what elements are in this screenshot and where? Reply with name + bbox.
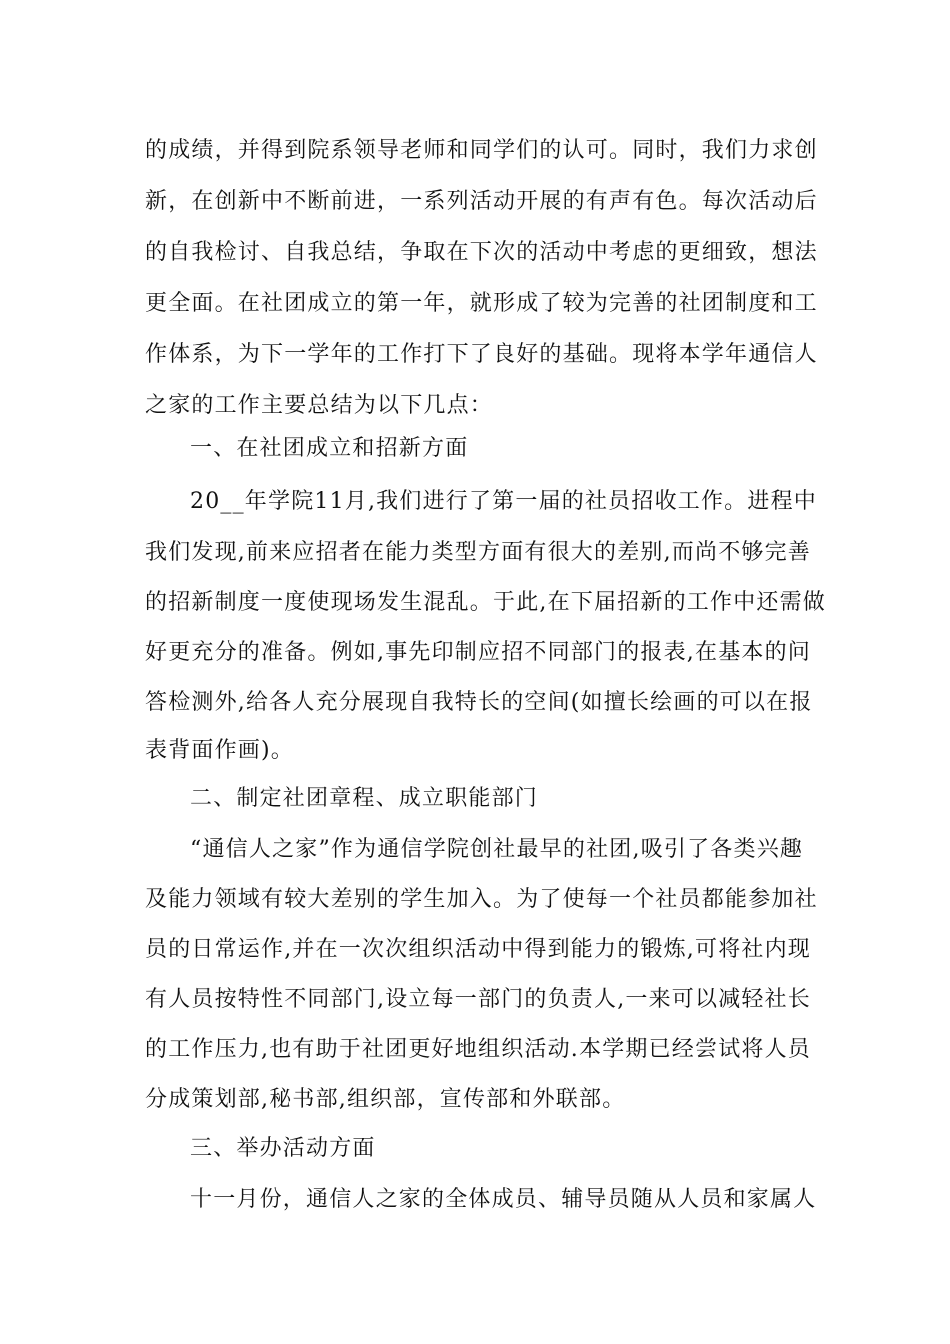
body-text-line: 表背面作画)。	[145, 738, 294, 763]
body-text-line: 新，在创新中不断前进，一系列活动开展的有声有色。每次活动后	[145, 189, 818, 214]
section-heading-1: 一、在社团成立和招新方面	[190, 436, 469, 461]
body-text-line: 分成策划部,秘书部,组织部，宣传部和外联部。	[145, 1087, 626, 1112]
body-text-line: 员的日常运作,并在一次次组织活动中得到能力的锻炼,可将社内现	[145, 937, 811, 962]
body-text-line: 的工作压力,也有助于社团更好地组织活动.本学期已经尝试将人员	[145, 1037, 811, 1062]
body-text-line: 作体系，为下一学年的工作打下了良好的基础。现将本学年通信人	[145, 342, 818, 367]
body-text-line: “通信人之家”作为通信学院创社最早的社团,吸引了各类兴趣	[190, 837, 804, 862]
section-heading-2: 二、制定社团章程、成立职能部门	[190, 786, 539, 811]
body-text-line: 答检测外,给各人充分展现自我特长的空间(如擅长绘画的可以在报	[145, 690, 813, 715]
body-text-line: 的招新制度一度使现场发生混乱。于此,在下届招新的工作中还需做	[145, 590, 826, 615]
body-text-line: 更全面。在社团成立的第一年，就形成了较为完善的社团制度和工	[145, 291, 818, 316]
section-heading-3: 三、举办活动方面	[190, 1136, 376, 1161]
body-text-line: 之家的工作主要总结为以下几点：	[145, 393, 494, 418]
body-text-line: 的成绩，并得到院系领导老师和同学们的认可。同时，我们力求创	[145, 138, 818, 163]
body-text-line: 的自我检讨、自我总结，争取在下次的活动中考虑的更细致，想法	[145, 240, 818, 265]
body-text-line: 好更充分的准备。例如,事先印制应招不同部门的报表,在基本的问	[145, 640, 811, 665]
body-text-line: 有人员按特性不同部门,设立每一部门的负责人,一来可以减轻社长	[145, 987, 811, 1012]
body-text-line: 20__年学院11月,我们进行了第一届的社员招收工作。进程中	[190, 489, 817, 514]
body-text-line: 及能力领域有较大差别的学生加入。为了使每一个社员都能参加社	[145, 887, 818, 912]
body-text-line: 我们发现,前来应招者在能力类型方面有很大的差别,而尚不够完善	[145, 540, 811, 565]
body-text-line: 十一月份，通信人之家的全体成员、辅导员随从人员和家属人	[190, 1187, 817, 1212]
